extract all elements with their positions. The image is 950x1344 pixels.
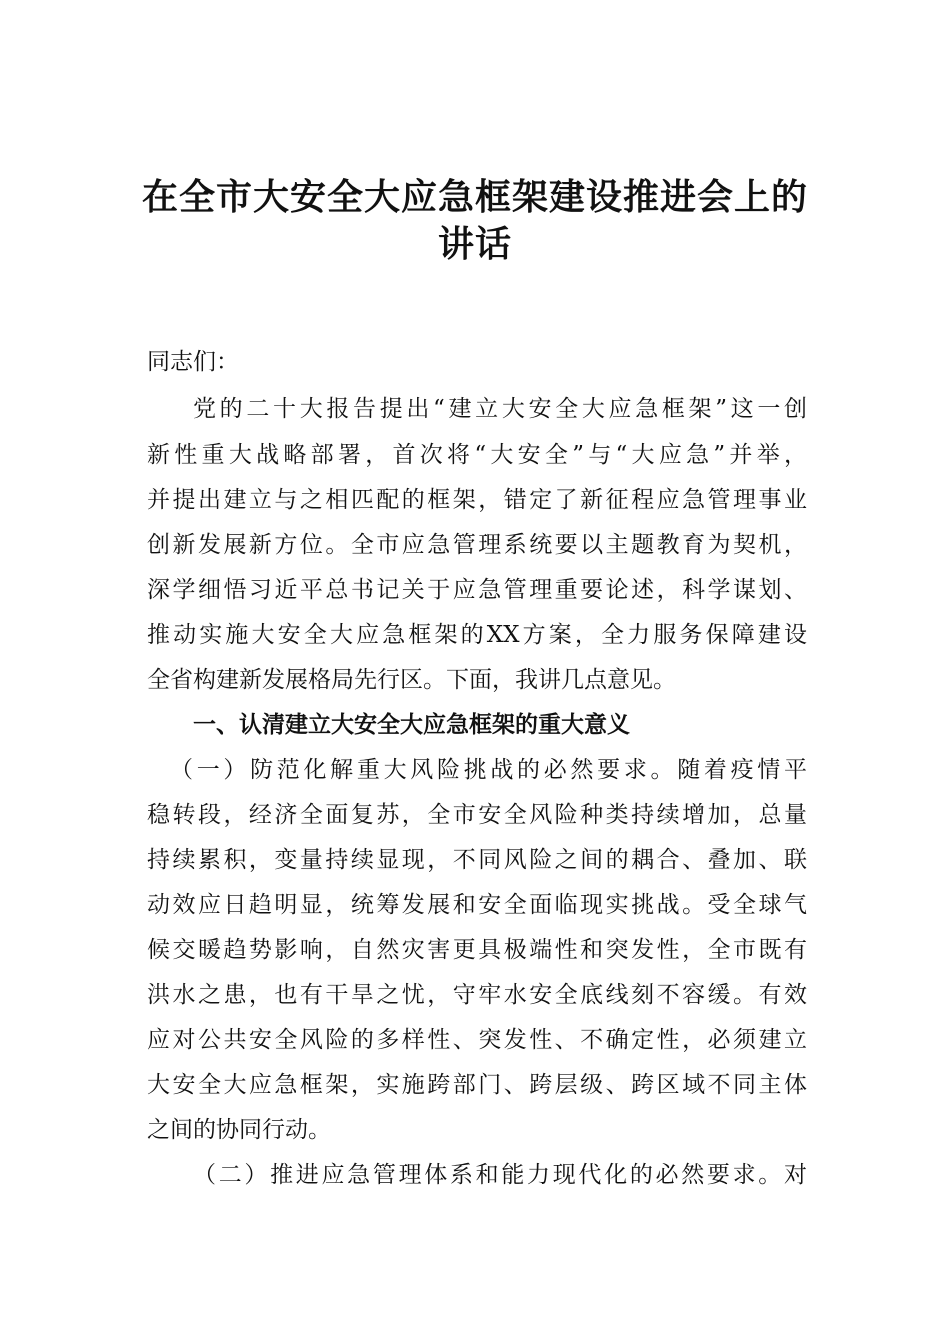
subsection-1-line: 动效应日趋明显，统筹发展和安全面临现实挑战。受全球气 bbox=[147, 892, 807, 918]
subsection-1-line: 稳转段，经济全面复苏，全市安全风险种类持续增加，总量 bbox=[147, 802, 807, 828]
subsection-1-line: 大安全大应急框架，实施跨部门、跨层级、跨区域不同主体 bbox=[147, 1072, 807, 1098]
subsection-1-line: 应对公共安全风险的多样性、突发性、不确定性，必须建立 bbox=[147, 1027, 807, 1053]
subsection-1-line: 候交暖趋势影响，自然灾害更具极端性和突发性，全市既有 bbox=[147, 937, 807, 963]
subsection-1-line: （一）防范化解重大风险挑战的必然要求。随着疫情平 bbox=[170, 757, 807, 783]
document-title-line-1: 在全市大安全大应急框架建设推进会上的 bbox=[141, 177, 808, 218]
salutation: 同志们： bbox=[147, 349, 239, 375]
subsection-2-line: （二）推进应急管理体系和能力现代化的必然要求。对 bbox=[193, 1162, 807, 1188]
intro-line: 党的二十大报告提出“建立大安全大应急框架”这一创 bbox=[193, 396, 807, 422]
intro-line: 全省构建新发展格局先行区。下面，我讲几点意见。 bbox=[147, 667, 676, 693]
document-title-line-2: 讲话 bbox=[437, 224, 512, 265]
intro-line: 新性重大战略部署，首次将“大安全”与“大应急”并举， bbox=[147, 442, 807, 468]
intro-line: 推动实施大安全大应急框架的XX方案，全力服务保障建设 bbox=[147, 622, 807, 648]
intro-line: 创新发展新方位。全市应急管理系统要以主题教育为契机， bbox=[147, 532, 807, 558]
intro-line: 深学细悟习近平总书记关于应急管理重要论述，科学谋划、 bbox=[147, 577, 807, 603]
subsection-1-line: 洪水之患，也有干旱之忧，守牢水安全底线刻不容缓。有效 bbox=[147, 982, 807, 1008]
section-1-heading: 一、认清建立大安全大应急框架的重大意义 bbox=[193, 712, 630, 738]
subsection-1-line: 之间的协同行动。 bbox=[147, 1117, 331, 1143]
subsection-1-line: 持续累积，变量持续显现，不同风险之间的耦合、叠加、联 bbox=[147, 847, 807, 873]
intro-line: 并提出建立与之相匹配的框架，错定了新征程应急管理事业 bbox=[147, 487, 807, 513]
